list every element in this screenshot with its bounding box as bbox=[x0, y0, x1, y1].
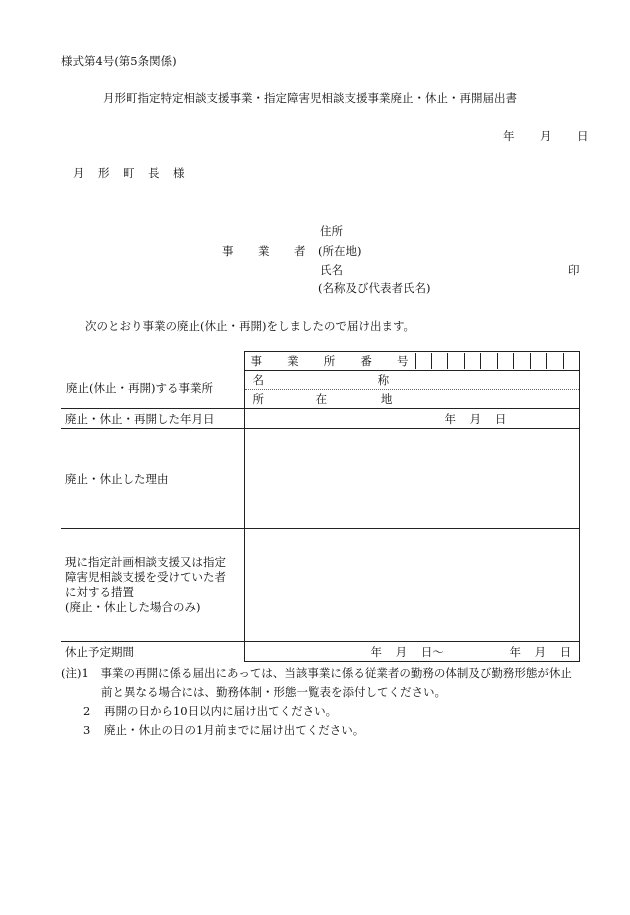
office-number-char: 番 bbox=[360, 354, 372, 368]
applicant-label-char: 者 bbox=[294, 244, 306, 258]
reason-input-cell[interactable] bbox=[244, 429, 580, 529]
office-number-box[interactable] bbox=[464, 353, 480, 369]
measures-input-cell[interactable] bbox=[244, 529, 580, 642]
office-location-row[interactable] bbox=[244, 390, 580, 409]
office-number-row bbox=[244, 352, 580, 371]
note-mark: 2 bbox=[83, 704, 91, 718]
office-location-char: 在 bbox=[315, 392, 328, 406]
office-number-box[interactable] bbox=[513, 353, 529, 369]
period-end-char: 日 bbox=[559, 644, 572, 659]
measures-label-line: 現に指定計画相談支援又は指定 bbox=[65, 555, 226, 569]
office-name-row[interactable] bbox=[244, 371, 580, 390]
office-number-boxes[interactable] bbox=[415, 353, 580, 370]
measures-label-line: (廃止・休止した場合のみ) bbox=[65, 600, 201, 614]
note-mark: (注)1 bbox=[61, 666, 89, 680]
addressee-char: 長 bbox=[148, 166, 160, 180]
office-number-box[interactable] bbox=[431, 353, 447, 369]
period-end-char: 年 bbox=[509, 644, 521, 659]
addressee-char: 様 bbox=[173, 166, 185, 180]
measures-label-line: 障害児相談支援を受けていた者 bbox=[65, 570, 226, 584]
date-value-char: 月 bbox=[469, 411, 482, 426]
office-number-box[interactable] bbox=[497, 353, 513, 369]
address-label: 住所 bbox=[320, 224, 343, 238]
date-month: 月 bbox=[540, 129, 552, 143]
note-continuation: 前と異なる場合には、勤務体制・形態一覧表を添付してください。 bbox=[101, 685, 446, 699]
addressee-char: 形 bbox=[98, 166, 110, 180]
notes bbox=[61, 664, 591, 740]
note-item bbox=[61, 721, 591, 740]
reason-label-cell: 廃止・休止した理由 bbox=[61, 429, 244, 529]
office-location-char: 地 bbox=[380, 392, 393, 406]
office-name-char: 称 bbox=[377, 373, 390, 387]
note-text: 事業の再開に係る届出にあっては、当該事業に係る従業者の勤務の体制及び勤務形態が休止 bbox=[100, 666, 572, 680]
office-number-char: 業 bbox=[287, 354, 299, 368]
name-label: 氏名 bbox=[320, 263, 343, 277]
office-name-char: 名 bbox=[252, 373, 264, 387]
note-text: 再開の日から10日以内に届け出てください。 bbox=[103, 704, 338, 718]
office-number-char: 号 bbox=[397, 354, 409, 368]
notification-table bbox=[61, 351, 580, 662]
office-label: 廃止(休止・再開)する事業所 bbox=[66, 381, 213, 395]
form-number: 様式第4号(第5条関係) bbox=[61, 54, 177, 68]
office-number-box[interactable] bbox=[480, 353, 496, 369]
date-value-cell[interactable] bbox=[244, 409, 580, 429]
address-sub-label: (所在地) bbox=[318, 244, 362, 258]
addressee-char: 月 bbox=[73, 166, 85, 180]
office-location-char: 所 bbox=[252, 392, 264, 406]
seal-mark: 印 bbox=[568, 263, 580, 277]
office-number-box[interactable] bbox=[415, 353, 431, 369]
date-label-cell: 廃止・休止・再開した年月日 bbox=[61, 409, 244, 429]
note-item bbox=[61, 702, 591, 721]
period-end-char: 月 bbox=[534, 644, 547, 659]
applicant-label-char: 業 bbox=[258, 244, 270, 258]
intro-statement: 次のとおり事業の廃止(休止・再開)をしましたので届け出ます。 bbox=[85, 319, 416, 333]
measures-label-cell bbox=[61, 529, 244, 642]
date-value-char: 年 bbox=[444, 411, 456, 426]
form-title: 月形町指定特定相談支援事業・指定障害児相談支援事業廃止・休止・再開届出書 bbox=[103, 91, 517, 105]
name-sub-label: (名称及び代表者氏名) bbox=[318, 281, 431, 295]
office-number-box[interactable] bbox=[563, 353, 579, 369]
date-year: 年 bbox=[503, 129, 515, 143]
applicant-label-char: 事 bbox=[222, 244, 234, 258]
period-start-char: 日〜 bbox=[420, 644, 444, 659]
office-number-box[interactable] bbox=[530, 353, 546, 369]
date-day: 日 bbox=[577, 129, 589, 143]
note-mark: 3 bbox=[83, 723, 91, 737]
period-start-char: 年 bbox=[370, 644, 382, 659]
note-item bbox=[61, 664, 591, 683]
period-start-char: 月 bbox=[395, 644, 408, 659]
office-number-char: 事 bbox=[250, 354, 262, 368]
period-label-cell: 休止予定期間 bbox=[61, 642, 244, 662]
addressee-char: 町 bbox=[123, 166, 135, 180]
office-number-char: 所 bbox=[323, 354, 336, 368]
period-value-cell[interactable] bbox=[244, 642, 580, 662]
office-number-box[interactable] bbox=[447, 353, 463, 369]
office-number-box[interactable] bbox=[546, 353, 562, 369]
measures-label-line: に対する措置 bbox=[65, 585, 134, 599]
date-value-char: 日 bbox=[494, 411, 507, 426]
note-text: 廃止・休止の日の1月前までに届け出てください。 bbox=[103, 723, 365, 737]
